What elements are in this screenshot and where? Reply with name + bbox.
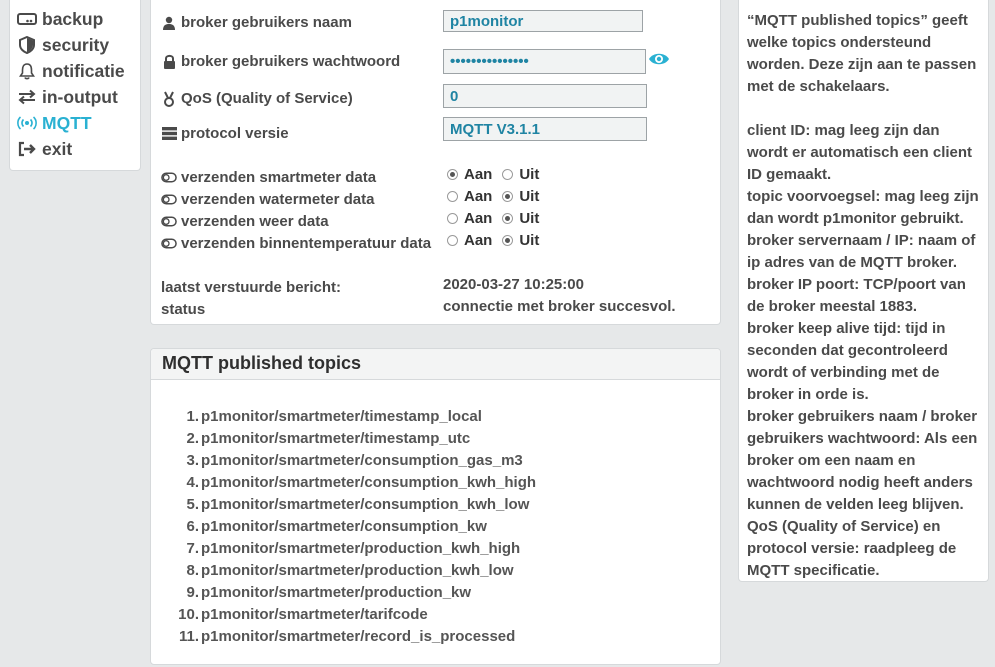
shield-icon xyxy=(16,35,38,55)
sidebar-item-label: backup xyxy=(42,8,104,29)
radio-uit[interactable] xyxy=(502,169,513,180)
sidebar-item-security[interactable] xyxy=(16,33,109,57)
toggle-group-smartmeter: Aan Uit xyxy=(447,166,549,183)
list-item: 11. p1monitor/smartmeter/record_is_processed xyxy=(178,628,516,645)
list-item: 9. p1monitor/smartmeter/production_kw xyxy=(186,584,472,601)
exchange-icon xyxy=(16,87,38,107)
qos-label: QoS (Quality of Service) xyxy=(161,90,353,107)
toggle-label-smartmeter: verzenden smartmeter data xyxy=(161,169,376,186)
sidebar-item-exit[interactable] xyxy=(16,137,72,161)
lock-icon xyxy=(161,54,177,70)
list-item: 10. p1monitor/smartmeter/tarifcode xyxy=(178,606,428,623)
broadcast-icon xyxy=(16,113,38,133)
help-panel xyxy=(738,0,989,582)
qos-field[interactable] xyxy=(443,84,647,108)
toggle-label-weer: verzenden weer data xyxy=(161,213,329,230)
toggle-icon xyxy=(161,192,177,208)
last-sent-value: 2020-03-27 10:25:00 xyxy=(443,276,584,293)
medal-icon xyxy=(161,91,177,107)
sidebar-item-in-output[interactable] xyxy=(16,85,118,109)
list-item: 2. p1monitor/smartmeter/timestamp_utc xyxy=(186,430,471,447)
toggle-label-binnentemperatuur: verzenden binnentemperatuur data xyxy=(161,235,431,252)
password-field[interactable] xyxy=(443,49,646,74)
radio-aan[interactable] xyxy=(447,191,458,202)
list-item: 4. p1monitor/smartmeter/consumption_kwh_high xyxy=(186,474,537,491)
sidebar-item-label: security xyxy=(42,34,110,55)
hdd-icon xyxy=(16,9,38,29)
sidebar-item-notificatie[interactable] xyxy=(16,59,125,83)
radio-aan[interactable] xyxy=(447,169,458,180)
toggle-group-binnentemperatuur: Aan Uit xyxy=(447,232,549,249)
sign-out-icon xyxy=(16,139,38,159)
protocol-version-field[interactable] xyxy=(443,117,647,141)
toggle-icon xyxy=(161,236,177,252)
mqtt-settings-panel xyxy=(150,0,721,325)
list-item: 1. p1monitor/smartmeter/timestamp_local xyxy=(186,408,482,425)
show-password-icon[interactable] xyxy=(648,50,670,68)
server-icon xyxy=(161,126,177,142)
topics-header xyxy=(151,349,720,380)
list-item: 5. p1monitor/smartmeter/consumption_kwh_low xyxy=(186,496,530,513)
sidebar-item-backup[interactable] xyxy=(16,7,103,31)
radio-uit[interactable] xyxy=(502,235,513,246)
sidebar-item-label: exit xyxy=(42,138,73,159)
username-field[interactable] xyxy=(443,10,643,32)
sidebar-item-label: notificatie xyxy=(42,60,125,81)
list-item: 7. p1monitor/smartmeter/production_kwh_high xyxy=(186,540,521,557)
toggle-group-watermeter: Aan Uit xyxy=(447,188,549,205)
sidebar-item-label: MQTT xyxy=(42,112,92,133)
radio-uit[interactable] xyxy=(502,191,513,202)
sidebar xyxy=(9,0,141,171)
toggle-group-weer: Aan Uit xyxy=(447,210,549,227)
user-icon xyxy=(161,15,177,31)
bell-icon xyxy=(16,61,38,81)
radio-uit[interactable] xyxy=(502,213,513,224)
toggle-icon xyxy=(161,170,177,186)
radio-aan[interactable] xyxy=(447,235,458,246)
username-label: broker gebruikers naam xyxy=(161,14,352,31)
list-item: 6. p1monitor/smartmeter/consumption_kw xyxy=(186,518,487,535)
toggle-icon xyxy=(161,214,177,230)
help-text: “MQTT published topics” geeft welke topics ondersteund worden. Deze zijn aan te passen met de schakelaars. client ID: mag leeg zijn dan wordt er automatisch een client ID gemaakt. topic voorvoegsel: mag leeg zijn dan wordt p1monitor gebruikt. broker servernaam / IP: naam of ip adres van de MQTT broker. broker IP poort: TCP/poort van de broker meestal 1883. broker keep alive tijd: tijd in seconden dat gecontroleerd wordt of verbinding met de broker in orde is. broker gebruikers naam / broker gebruikers wachtwoord: Als een broker om een naam en wachtwoord nodig heeft anders kunnen de velden leeg blijven. QoS (Quality of Service) en protocol versie: raadpleeg de MQTT specificatie. xyxy=(747,12,979,579)
password-label: broker gebruikers wachtwoord xyxy=(161,53,400,70)
sidebar-item-label: in-output xyxy=(42,86,118,107)
last-sent-label: laatst verstuurde bericht: xyxy=(161,279,342,296)
list-item: 3. p1monitor/smartmeter/consumption_gas_m3 xyxy=(186,452,523,469)
toggle-label-watermeter: verzenden watermeter data xyxy=(161,191,374,208)
status-label: status xyxy=(161,301,206,318)
list-item: 8. p1monitor/smartmeter/production_kwh_low xyxy=(186,562,514,579)
published-topics-panel xyxy=(150,348,721,665)
topics-title: MQTT published topics xyxy=(162,353,361,373)
sidebar-item-mqtt[interactable] xyxy=(16,111,92,135)
radio-aan[interactable] xyxy=(447,213,458,224)
status-value: connectie met broker succesvol. xyxy=(443,298,676,315)
protocol-label: protocol versie xyxy=(161,125,289,142)
